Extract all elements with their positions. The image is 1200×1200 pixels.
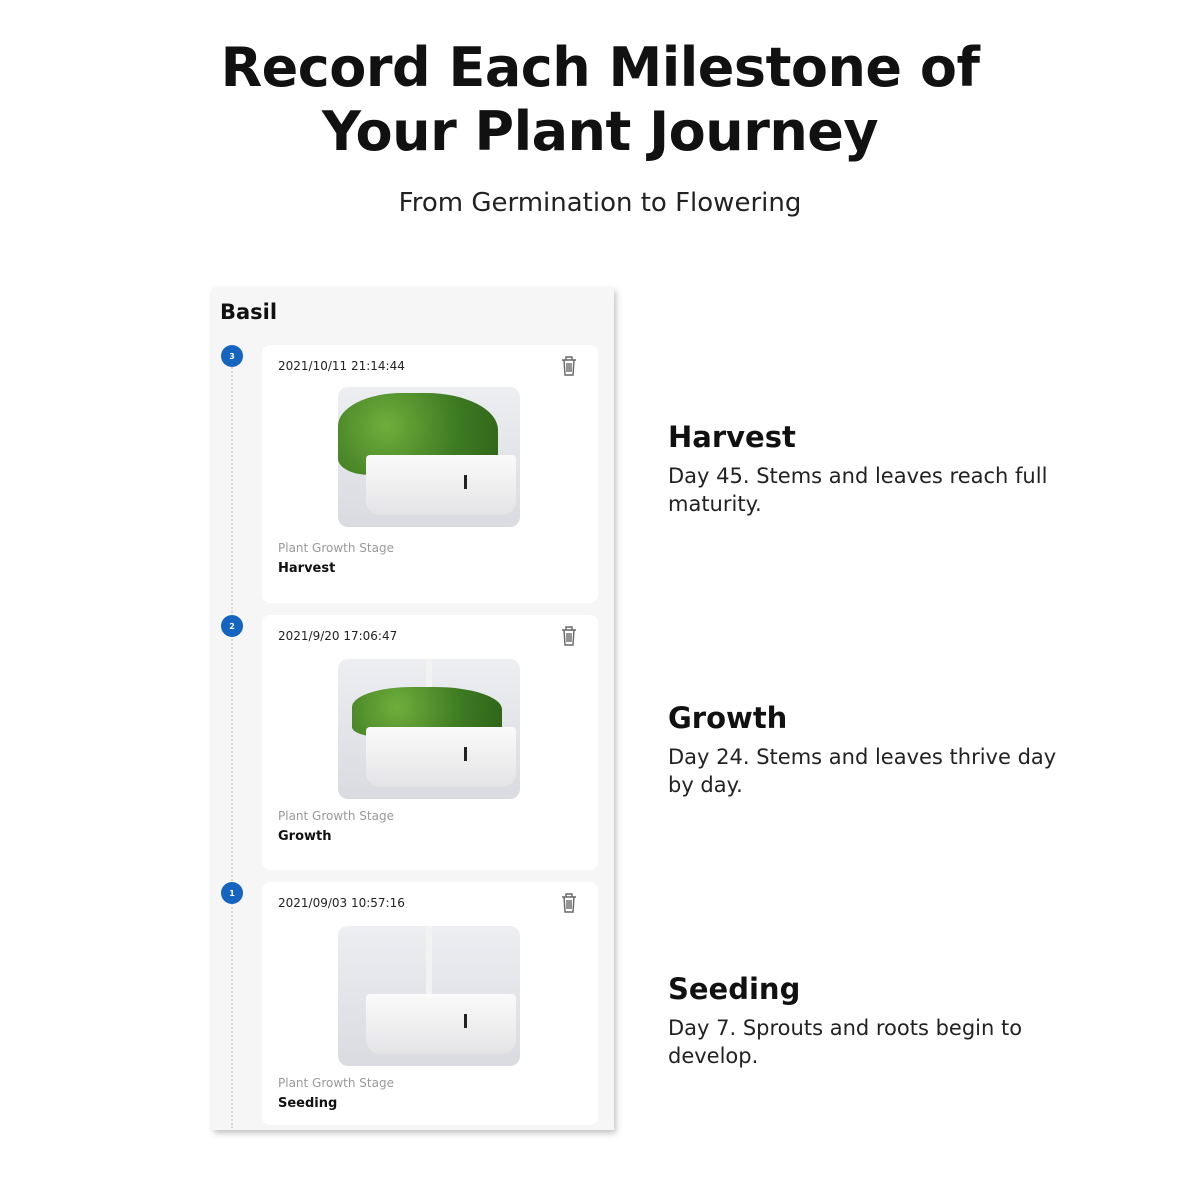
stage-title: Harvest xyxy=(668,420,796,454)
stage-value: Seeding xyxy=(278,1096,338,1111)
stage-text: Day 24. Stems and leaves thrive day by day. xyxy=(668,745,1057,797)
stage-description xyxy=(668,972,1068,1070)
stage-label: Plant Growth Stage xyxy=(278,541,394,555)
subtitle: From Germination to Flowering xyxy=(398,188,802,218)
journal-entry-card[interactable] xyxy=(262,882,598,1125)
stage-value: Harvest xyxy=(278,561,336,576)
title-line-2: Your Plant Journey xyxy=(321,100,879,163)
entry-timestamp: 2021/9/20 17:06:47 xyxy=(278,629,398,643)
title-line-1: Record Each Milestone of xyxy=(220,36,980,99)
stage-text: Day 45. Stems and leaves reach full maturity. xyxy=(668,464,1048,516)
plant-name: Basil xyxy=(220,300,278,324)
stage-label: Plant Growth Stage xyxy=(278,1076,394,1090)
stage-title: Growth xyxy=(668,701,788,735)
entry-index-badge: 2 xyxy=(221,615,243,637)
stage-value: Growth xyxy=(278,829,332,844)
stage-description xyxy=(668,420,1068,518)
trash-icon[interactable] xyxy=(560,892,578,914)
trash-icon[interactable] xyxy=(560,625,578,647)
journal-entry-card[interactable] xyxy=(262,345,598,603)
stage-title: Seeding xyxy=(668,972,801,1006)
trash-icon[interactable] xyxy=(560,355,578,377)
plant-photo xyxy=(338,387,520,527)
stage-text: Day 7. Sprouts and roots begin to develop. xyxy=(668,1016,1023,1068)
app-screen xyxy=(212,288,614,1130)
plant-photo xyxy=(338,659,520,799)
page-title xyxy=(0,36,1200,164)
entry-index-badge: 3 xyxy=(221,345,243,367)
stage-description xyxy=(668,701,1068,799)
stage-label: Plant Growth Stage xyxy=(278,809,394,823)
journal-entry-card[interactable] xyxy=(262,615,598,870)
plant-photo xyxy=(338,926,520,1066)
entry-timestamp: 2021/10/11 21:14:44 xyxy=(278,359,405,373)
entry-timestamp: 2021/09/03 10:57:16 xyxy=(278,896,405,910)
timeline-line xyxy=(231,348,233,1128)
entry-index-badge: 1 xyxy=(221,882,243,904)
